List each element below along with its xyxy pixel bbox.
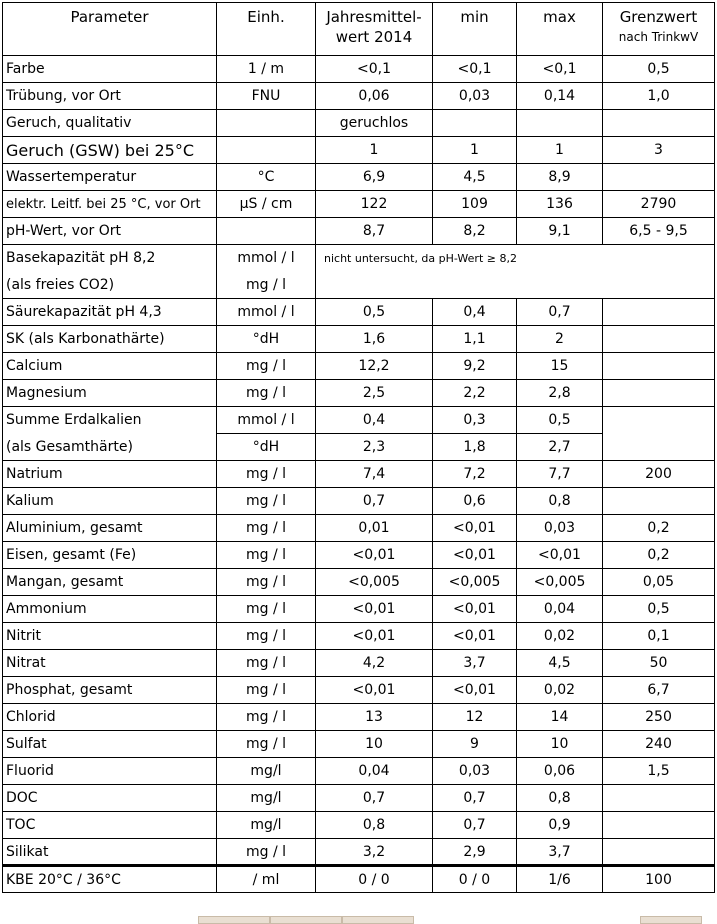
limit-cell (603, 380, 715, 407)
max-cell (517, 110, 603, 137)
mean-cell: 4,2 (316, 650, 433, 677)
param-cell: Nitrit (3, 623, 217, 650)
limit-cell: 200 (603, 461, 715, 488)
param-cell: Geruch (GSW) bei 25°C (3, 137, 217, 164)
param-cell: Mangan, gesamt (3, 569, 217, 596)
mean-cell: 0,04 (316, 758, 433, 785)
min-cell: 8,2 (433, 218, 517, 245)
table-row (3, 218, 715, 245)
table-row (3, 56, 715, 83)
min-cell (433, 110, 517, 137)
min-cell: 9,2 (433, 353, 517, 380)
min-cell: 0,4 (433, 299, 517, 326)
taskbar-tab[interactable] (640, 916, 702, 924)
unit-cell: mg / l (217, 461, 316, 488)
param-cell: KBE 20°C / 36°C (3, 866, 217, 893)
param-cell: Calcium (3, 353, 217, 380)
min-cell: 3,7 (433, 650, 517, 677)
min-cell: 1 (433, 137, 517, 164)
min-cell: <0,01 (433, 542, 517, 569)
limit-cell: 2790 (603, 191, 715, 218)
min-cell: <0,01 (433, 596, 517, 623)
limit-cell: 250 (603, 704, 715, 731)
param-cell: Trübung, vor Ort (3, 83, 217, 110)
table-row (3, 731, 715, 758)
table-row (3, 326, 715, 353)
unit-cell: mg / l (217, 839, 316, 866)
max-cell: 9,1 (517, 218, 603, 245)
mean-cell: 2,5 (316, 380, 433, 407)
param-cell: Wassertemperatur (3, 164, 217, 191)
table-row (3, 515, 715, 542)
table-row (3, 569, 715, 596)
unit-cell: mg / l (217, 515, 316, 542)
limit-cell: 1,5 (603, 758, 715, 785)
mean-cell: 6,9 (316, 164, 433, 191)
param-cell: (als freies CO2) (3, 272, 217, 299)
param-cell: Kalium (3, 488, 217, 515)
min-cell: 0 / 0 (433, 866, 517, 893)
header-annual-mean (316, 3, 433, 56)
table-row (3, 677, 715, 704)
param-cell: Fluorid (3, 758, 217, 785)
limit-cell: 0,1 (603, 623, 715, 650)
max-cell: 1 (517, 137, 603, 164)
table-row (3, 542, 715, 569)
table-row (3, 650, 715, 677)
unit-cell: / ml (217, 866, 316, 893)
bottom-taskbar-strip (0, 914, 717, 922)
min-cell: 1,1 (433, 326, 517, 353)
unit-cell: °dH (217, 326, 316, 353)
param-cell: Basekapazität pH 8,2 (3, 245, 217, 272)
min-cell: <0,01 (433, 623, 517, 650)
param-cell: Natrium (3, 461, 217, 488)
max-cell: 0,8 (517, 785, 603, 812)
param-cell: pH-Wert, vor Ort (3, 218, 217, 245)
unit-cell (217, 218, 316, 245)
unit-cell: mg/l (217, 812, 316, 839)
max-cell: 0,03 (517, 515, 603, 542)
limit-cell (603, 299, 715, 326)
limit-cell (603, 785, 715, 812)
max-cell: 0,7 (517, 299, 603, 326)
table-row (3, 866, 715, 893)
max-cell: 15 (517, 353, 603, 380)
unit-cell: mmol / l (217, 299, 316, 326)
table-row (3, 299, 715, 326)
limit-cell: 0,2 (603, 515, 715, 542)
max-cell: 2,8 (517, 380, 603, 407)
table-row (3, 380, 715, 407)
param-cell: Sulfat (3, 731, 217, 758)
min-cell: 2,2 (433, 380, 517, 407)
water-quality-table (2, 2, 715, 893)
mean-cell: 0,7 (316, 785, 433, 812)
min-cell: 0,03 (433, 758, 517, 785)
max-cell: 0,9 (517, 812, 603, 839)
max-cell: 3,7 (517, 839, 603, 866)
note-cell: nicht untersucht, da pH-Wert ≥ 8,2 (316, 245, 715, 299)
mean-cell: 1,6 (316, 326, 433, 353)
unit-cell (217, 137, 316, 164)
unit-cell: mg / l (217, 677, 316, 704)
unit-cell: mg / l (217, 623, 316, 650)
unit-cell: mg / l (217, 596, 316, 623)
mean-cell: <0,1 (316, 56, 433, 83)
unit-cell: mg / l (217, 704, 316, 731)
mean-cell: 13 (316, 704, 433, 731)
limit-cell (603, 812, 715, 839)
limit-cell (603, 164, 715, 191)
header-limit-line2: nach TrinkwV (618, 30, 699, 44)
limit-cell (603, 110, 715, 137)
param-cell: Summe Erdalkalien (3, 407, 217, 434)
mean-cell: 0 / 0 (316, 866, 433, 893)
unit-cell: µS / cm (217, 191, 316, 218)
unit-cell: °C (217, 164, 316, 191)
mean-cell: <0,01 (316, 596, 433, 623)
limit-cell (603, 353, 715, 380)
limit-cell (603, 488, 715, 515)
unit-cell: 1 / m (217, 56, 316, 83)
table-row (3, 623, 715, 650)
param-cell: (als Gesamthärte) (3, 434, 217, 461)
limit-cell: 0,5 (603, 56, 715, 83)
unit-cell: mmol / l (217, 245, 316, 272)
param-cell: TOC (3, 812, 217, 839)
mean-cell: <0,01 (316, 542, 433, 569)
table-row (3, 353, 715, 380)
limit-cell: 0,2 (603, 542, 715, 569)
limit-cell: 0,5 (603, 596, 715, 623)
min-cell: <0,01 (433, 677, 517, 704)
unit-cell (217, 110, 316, 137)
min-cell: 0,6 (433, 488, 517, 515)
header-parameter: Parameter (3, 3, 217, 56)
param-cell: Nitrat (3, 650, 217, 677)
table-row (3, 839, 715, 866)
max-cell: 0,04 (517, 596, 603, 623)
max-cell: 7,7 (517, 461, 603, 488)
table-row (3, 812, 715, 839)
max-cell: 10 (517, 731, 603, 758)
param-cell: DOC (3, 785, 217, 812)
table-row (3, 137, 715, 164)
mean-cell: 122 (316, 191, 433, 218)
param-cell: Eisen, gesamt (Fe) (3, 542, 217, 569)
mean-cell: 0,7 (316, 488, 433, 515)
param-cell: Säurekapazität pH 4,3 (3, 299, 217, 326)
mean-cell: geruchlos (316, 110, 433, 137)
mean-cell: 0,8 (316, 812, 433, 839)
mean-cell: 7,4 (316, 461, 433, 488)
param-cell: Ammonium (3, 596, 217, 623)
table-row (3, 164, 715, 191)
limit-cell: 6,7 (603, 677, 715, 704)
min-cell: <0,1 (433, 56, 517, 83)
max-cell: 2,7 (517, 434, 603, 461)
param-cell: Farbe (3, 56, 217, 83)
param-cell: Chlorid (3, 704, 217, 731)
unit-cell: mg / l (217, 569, 316, 596)
unit-cell: mmol / l (217, 407, 316, 434)
mean-cell: 1 (316, 137, 433, 164)
mean-cell: 12,2 (316, 353, 433, 380)
mean-cell: 2,3 (316, 434, 433, 461)
unit-cell: °dH (217, 434, 316, 461)
min-cell: 2,9 (433, 839, 517, 866)
param-cell: Geruch, qualitativ (3, 110, 217, 137)
unit-cell: mg / l (217, 488, 316, 515)
limit-cell: 50 (603, 650, 715, 677)
max-cell: <0,005 (517, 569, 603, 596)
max-cell: 0,14 (517, 83, 603, 110)
taskbar-tab[interactable] (198, 916, 270, 924)
mean-cell: <0,01 (316, 623, 433, 650)
limit-cell (603, 407, 715, 434)
mean-cell: 0,5 (316, 299, 433, 326)
param-cell: Aluminium, gesamt (3, 515, 217, 542)
header-annual-mean-line1: Jahresmittel- (326, 8, 422, 26)
taskbar-tab[interactable] (270, 916, 342, 924)
table-row (3, 407, 715, 434)
mean-cell: 10 (316, 731, 433, 758)
min-cell: 0,3 (433, 407, 517, 434)
table-row (3, 704, 715, 731)
max-cell: 0,5 (517, 407, 603, 434)
table-row (3, 785, 715, 812)
max-cell: 136 (517, 191, 603, 218)
min-cell: 0,03 (433, 83, 517, 110)
min-cell: <0,01 (433, 515, 517, 542)
max-cell: 2 (517, 326, 603, 353)
max-cell: 0,06 (517, 758, 603, 785)
header-annual-mean-line2: wert 2014 (335, 28, 413, 46)
limit-cell (603, 839, 715, 866)
param-cell: Silikat (3, 839, 217, 866)
max-cell: 0,8 (517, 488, 603, 515)
max-cell: 14 (517, 704, 603, 731)
mean-cell: 0,4 (316, 407, 433, 434)
table-row (3, 83, 715, 110)
unit-cell: mg / l (217, 272, 316, 299)
unit-cell: mg / l (217, 380, 316, 407)
max-cell: 4,5 (517, 650, 603, 677)
min-cell: 12 (433, 704, 517, 731)
min-cell: 4,5 (433, 164, 517, 191)
max-cell: 0,02 (517, 623, 603, 650)
min-cell: 7,2 (433, 461, 517, 488)
param-cell: SK (als Karbonathärte) (3, 326, 217, 353)
limit-cell: 1,0 (603, 83, 715, 110)
table-row (3, 191, 715, 218)
header-max: max (517, 3, 603, 56)
table-row (3, 434, 715, 461)
max-cell: 1/6 (517, 866, 603, 893)
min-cell: 0,7 (433, 785, 517, 812)
header-min: min (433, 3, 517, 56)
limit-cell: 6,5 - 9,5 (603, 218, 715, 245)
unit-cell: mg/l (217, 785, 316, 812)
table-row (3, 110, 715, 137)
header-unit: Einh. (217, 3, 316, 56)
unit-cell: mg / l (217, 542, 316, 569)
min-cell: <0,005 (433, 569, 517, 596)
max-cell: 0,02 (517, 677, 603, 704)
mean-cell: <0,005 (316, 569, 433, 596)
max-cell: <0,1 (517, 56, 603, 83)
mean-cell: 0,01 (316, 515, 433, 542)
header-limit-line1: Grenzwert (619, 8, 698, 26)
mean-cell: <0,01 (316, 677, 433, 704)
table-row (3, 488, 715, 515)
table-row (3, 245, 715, 272)
param-cell: Magnesium (3, 380, 217, 407)
unit-cell: mg / l (217, 731, 316, 758)
table-row (3, 758, 715, 785)
min-cell: 0,7 (433, 812, 517, 839)
param-cell: elektr. Leitf. bei 25 °C, vor Ort (3, 191, 217, 218)
limit-cell (603, 434, 715, 461)
min-cell: 1,8 (433, 434, 517, 461)
min-cell: 9 (433, 731, 517, 758)
table-row (3, 461, 715, 488)
max-cell: <0,01 (517, 542, 603, 569)
unit-cell: mg / l (217, 650, 316, 677)
max-cell: 8,9 (517, 164, 603, 191)
table-row (3, 596, 715, 623)
header-row (3, 3, 715, 56)
taskbar-tab[interactable] (342, 916, 414, 924)
min-cell: 109 (433, 191, 517, 218)
mean-cell: 8,7 (316, 218, 433, 245)
unit-cell: mg/l (217, 758, 316, 785)
param-cell: Phosphat, gesamt (3, 677, 217, 704)
header-limit (603, 3, 715, 56)
limit-cell: 0,05 (603, 569, 715, 596)
unit-cell: FNU (217, 83, 316, 110)
mean-cell: 0,06 (316, 83, 433, 110)
limit-cell: 3 (603, 137, 715, 164)
limit-cell (603, 326, 715, 353)
mean-cell: 3,2 (316, 839, 433, 866)
unit-cell: mg / l (217, 353, 316, 380)
limit-cell: 240 (603, 731, 715, 758)
limit-cell: 100 (603, 866, 715, 893)
